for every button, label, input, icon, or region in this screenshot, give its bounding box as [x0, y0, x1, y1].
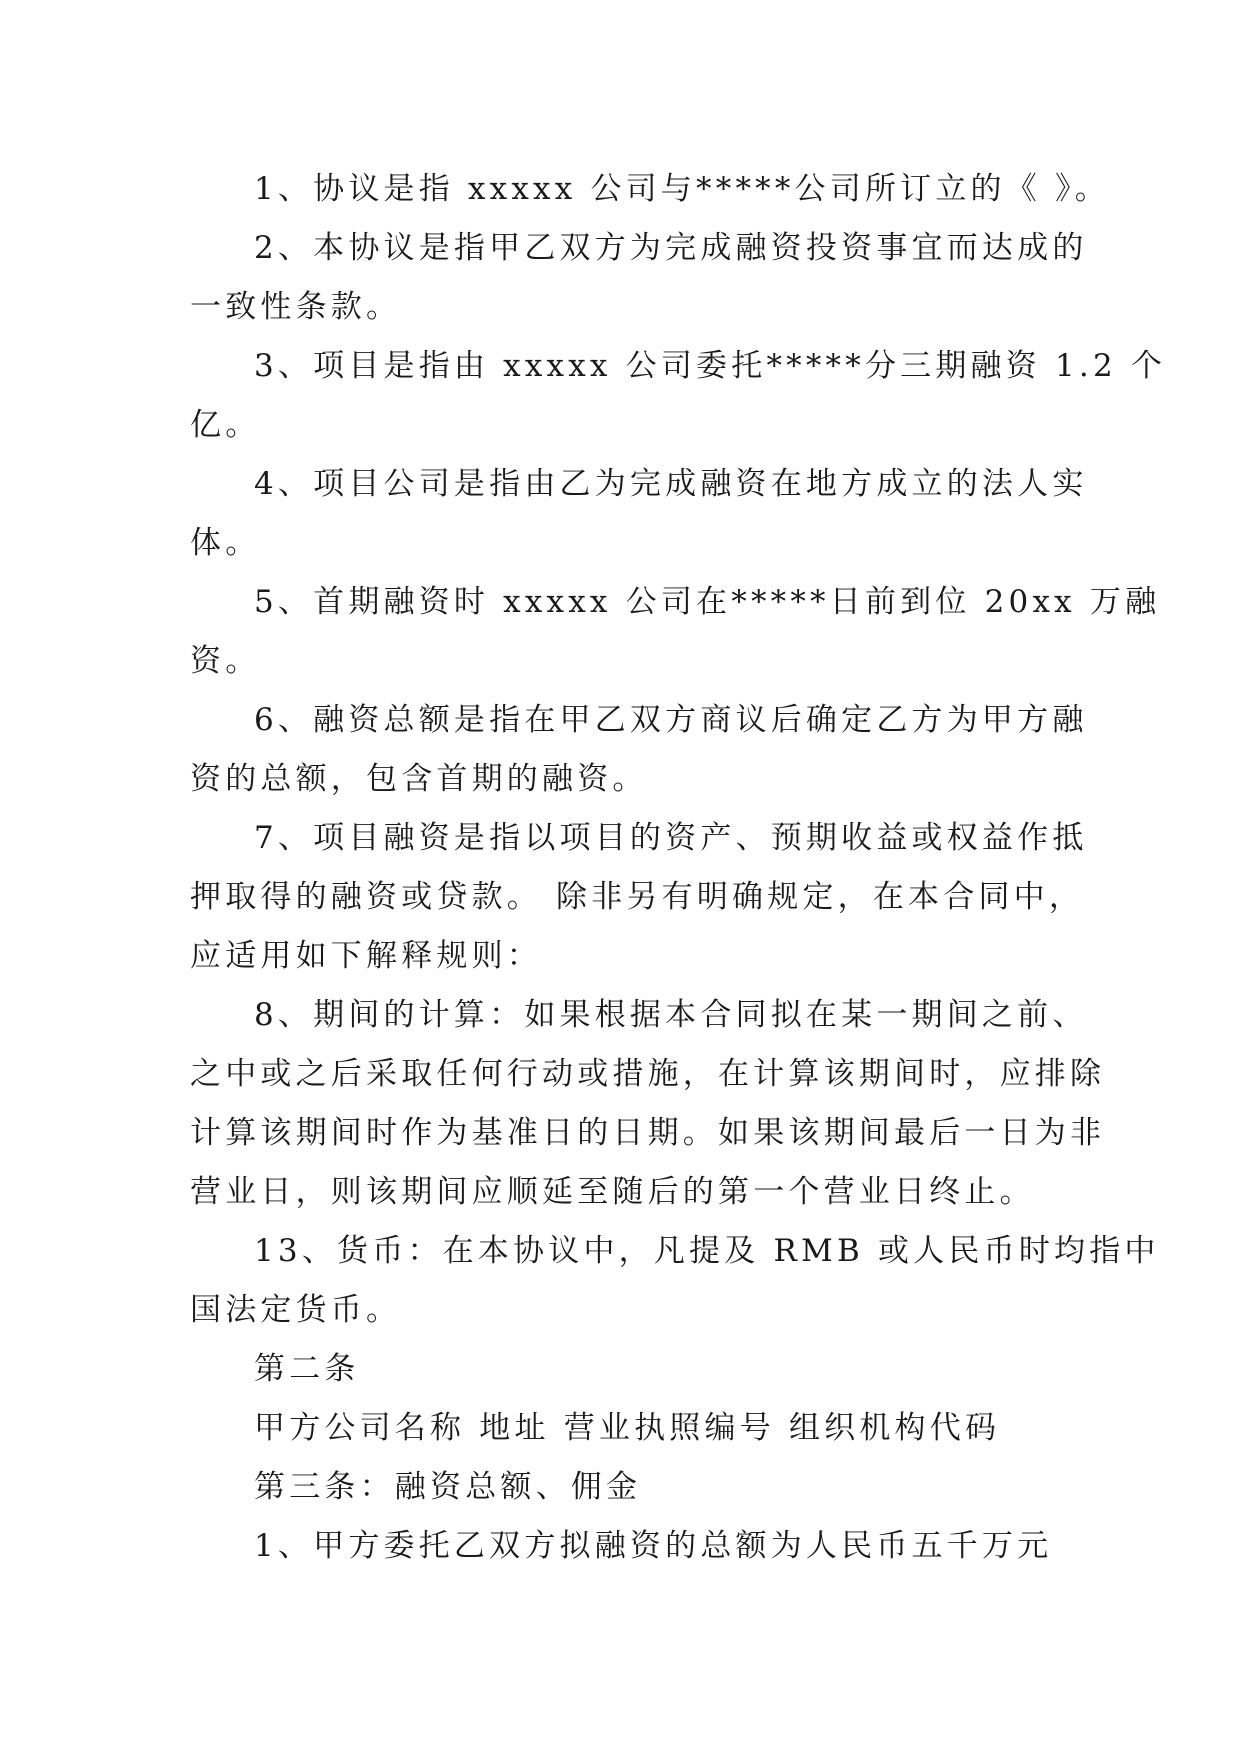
- article-2-heading: [190, 1340, 1050, 1399]
- text-line: 13、货币：在本协议中，凡提及 RMB 或人民币时均指中: [254, 1233, 1160, 1269]
- text-line: 国法定货币。: [190, 1292, 402, 1328]
- article-3-heading: [190, 1458, 1050, 1517]
- text-line: 之中或之后采取任何行动或措施，在计算该期间时，应排除: [190, 1056, 1106, 1092]
- text-line: 押取得的融资或贷款。 除非另有明确规定，在本合同中，: [190, 879, 1085, 915]
- text-line: 亿。: [190, 407, 261, 443]
- article-3-clause-1: [190, 1517, 1053, 1576]
- text-line: 一致性条款。: [190, 289, 402, 325]
- clause-2-this-agreement: [190, 219, 1088, 337]
- text-line: 体。: [190, 525, 261, 561]
- clause-5-first-financing: [190, 573, 1161, 691]
- clause-4-project-company: [190, 455, 1088, 573]
- text-line: 资。: [190, 643, 261, 679]
- text-line: 第三条：融资总额、佣金: [254, 1469, 642, 1505]
- clause-13-currency: [190, 1222, 1160, 1340]
- clause-8-period-calculation: [190, 986, 1106, 1222]
- text-line: 计算该期间时作为基准日的日期。如果该期间最后一日为非: [190, 1115, 1106, 1151]
- text-line: 甲方公司名称 地址 营业执照编号 组织机构代码: [254, 1410, 1001, 1446]
- text-line: 4、项目公司是指由乙为完成融资在地方成立的法人实: [254, 466, 1088, 502]
- document-body: [190, 160, 1167, 1576]
- clause-6-total-financing: [190, 691, 1088, 809]
- text-line: 2、本协议是指甲乙双方为完成融资投资事宜而达成的: [254, 230, 1088, 266]
- party-a-info-line: [190, 1399, 1050, 1458]
- text-line: 1、协议是指 xxxxx 公司与*****公司所订立的《 》。: [254, 171, 1110, 207]
- clause-1-agreement-definition: [190, 160, 1110, 219]
- text-line: 6、融资总额是指在甲乙双方商议后确定乙方为甲方融: [254, 702, 1088, 738]
- text-line: 3、项目是指由 xxxxx 公司委托*****分三期融资 1.2 个: [254, 348, 1167, 384]
- clause-3-project: [190, 337, 1167, 455]
- text-line: 营业日，则该期间应顺延至随后的第一个营业日终止。: [190, 1174, 1035, 1210]
- clause-7-project-financing: [190, 809, 1088, 986]
- text-line: 5、首期融资时 xxxxx 公司在*****日前到位 20xx 万融: [254, 584, 1161, 620]
- text-line: 7、项目融资是指以项目的资产、预期收益或权益作抵: [254, 820, 1088, 856]
- text-line: 8、期间的计算：如果根据本合同拟在某一期间之前、: [254, 997, 1088, 1033]
- text-line: 应适用如下解释规则：: [190, 938, 542, 974]
- text-line: 1、甲方委托乙双方拟融资的总额为人民币五千万元: [254, 1528, 1053, 1564]
- text-line: 第二条: [254, 1351, 360, 1387]
- text-line: 资的总额，包含首期的融资。: [190, 761, 648, 797]
